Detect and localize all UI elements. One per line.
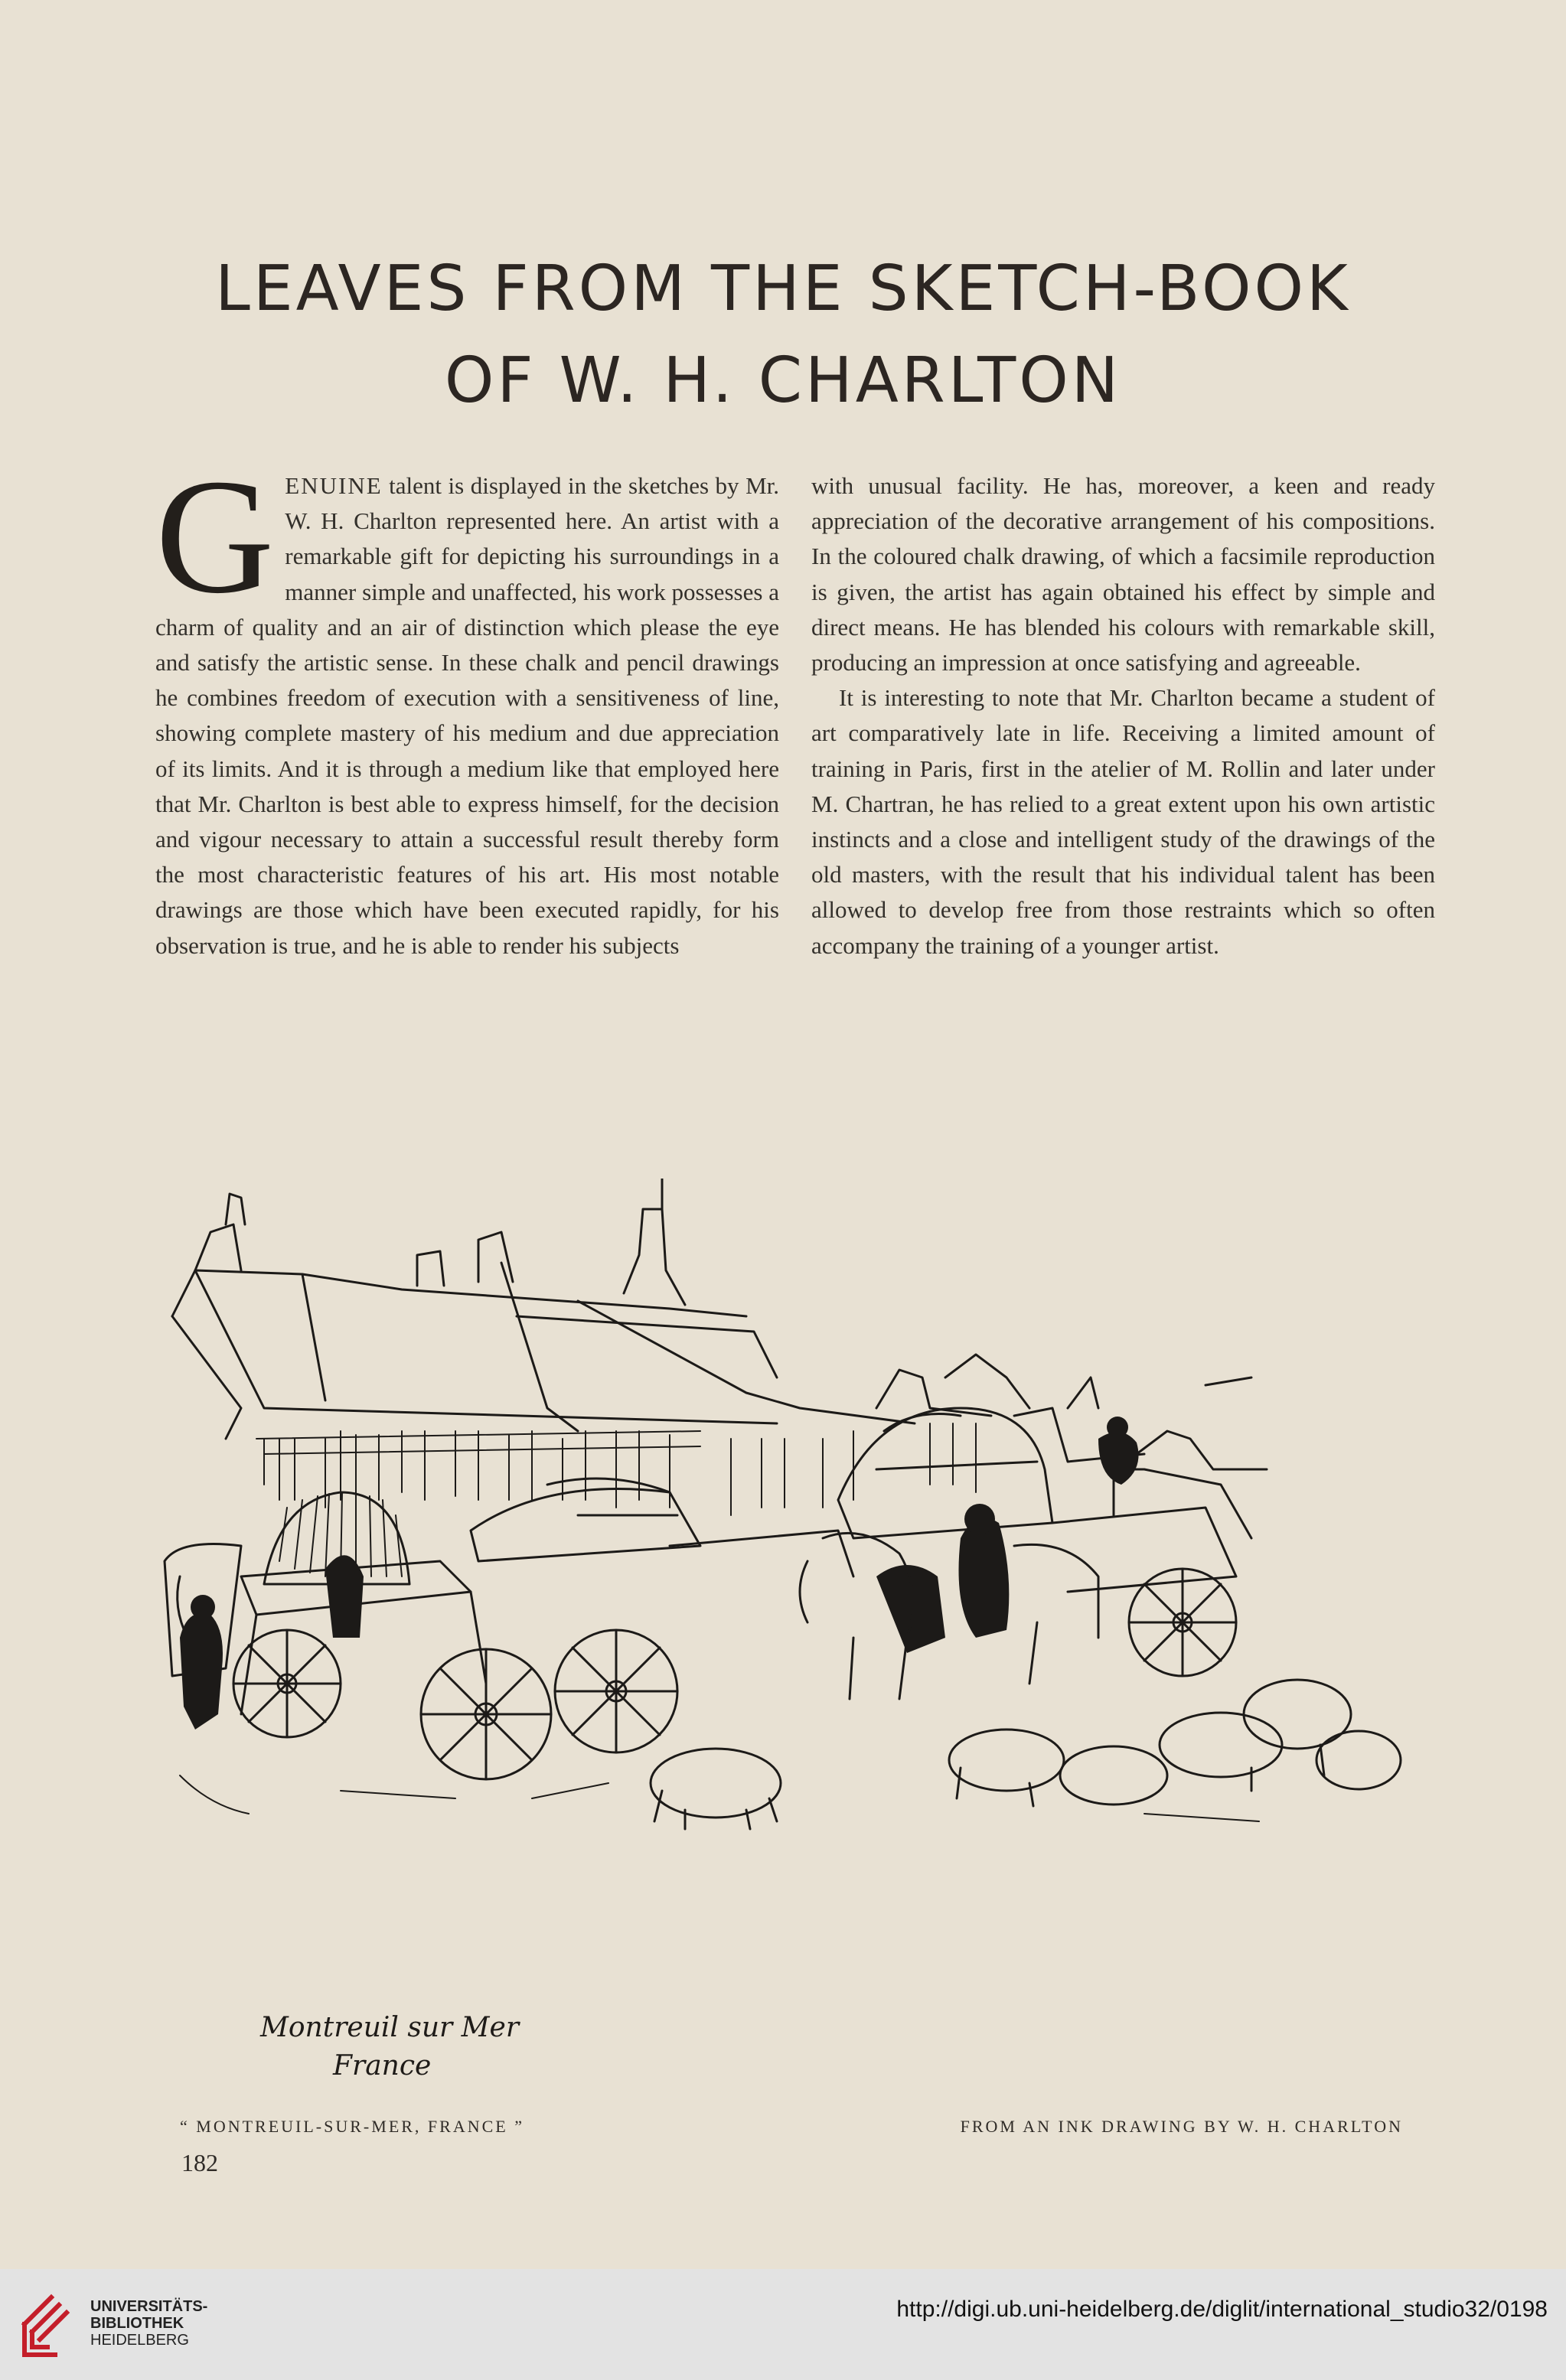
caption-credit: FROM AN INK DRAWING BY W. H. CHARLTON xyxy=(960,2117,1403,2136)
source-url-link[interactable]: http://digi.ub.uni-heidelberg.de/diglit/international_studio32/0198 xyxy=(896,2297,1548,2322)
library-name-line-2: BIBLIOTHEK xyxy=(90,2315,184,2332)
text-column-right xyxy=(811,468,1435,963)
paragraph: It is interesting to note that Mr. Charlton became a student of art comparatively late in life. Receiving a limited amount of training in Paris, first in the atelier of M. Rollin and later under M. Chartran, he has relied to a great extent upon his own artistic instincts and a close and intelligent study of the drawings of the old masters, with the result that his individual talent has been allowed to develop free from those restraints which so often accompany the training of a younger artist. xyxy=(811,684,1435,959)
page-number: 182 xyxy=(181,2149,218,2176)
library-name-line-3: HEIDELBERG xyxy=(90,2332,189,2349)
paragraph xyxy=(155,445,779,963)
paragraph: with unusual facility. He has, moreover, a keen and ready appreciation of the decorative arrangement of his compositions. In the coloured chalk drawing, of which a facsimile reproduction is given, the artist has again obtained his effect by simple and direct means. He has blended his colours with remarkable skill, producing an impression at once satisfying and agreeable. xyxy=(811,472,1435,677)
article-title-line-2: OF W. H. CHARLTON xyxy=(444,344,1122,417)
library-name xyxy=(90,2298,207,2349)
caption-title: “ MONTREUIL-SUR-MER, FRANCE ” xyxy=(180,2117,524,2136)
signature xyxy=(260,2009,519,2085)
library-name-line-1: UNIVERSITÄTS- xyxy=(90,2298,208,2315)
signature-line-2: France xyxy=(333,2050,432,2082)
article-title-line-1: LEAVES FROM THE SKETCH-BOOK xyxy=(215,253,1351,325)
ink-drawing-illustration xyxy=(149,1179,1427,2105)
text-column-left xyxy=(155,445,779,963)
signature-line-1: Montreuil sur Mer xyxy=(260,2012,520,2043)
digitization-footer xyxy=(0,2269,1566,2380)
library-logo-icon xyxy=(17,2286,90,2362)
paragraph-text: talent is displayed in the sketches by Mr. W. H. Charlton represented here. An artist with a remarkable gift for depicting his surroundings in a manner simple and unaffected, his work possesses a charm of quality and an air of distinction which please the eye and satisfy the artistic sense. In these chalk and pencil drawings he combines freedom of execution with a sensitiveness of line, showing complete mastery of his medium and due appreciation of its limits. And it is through a medium like that employed here that Mr. Charlton is best able to express himself, for the decision and vigour necessary to attain a successful result thereby form the most characteristic features of his art. His most notable drawings are those which have been executed rapidly, for his observation is true, and he is able to render his subjects xyxy=(155,472,779,959)
first-word: ENUINE xyxy=(285,472,383,499)
drop-cap: G xyxy=(155,445,275,628)
